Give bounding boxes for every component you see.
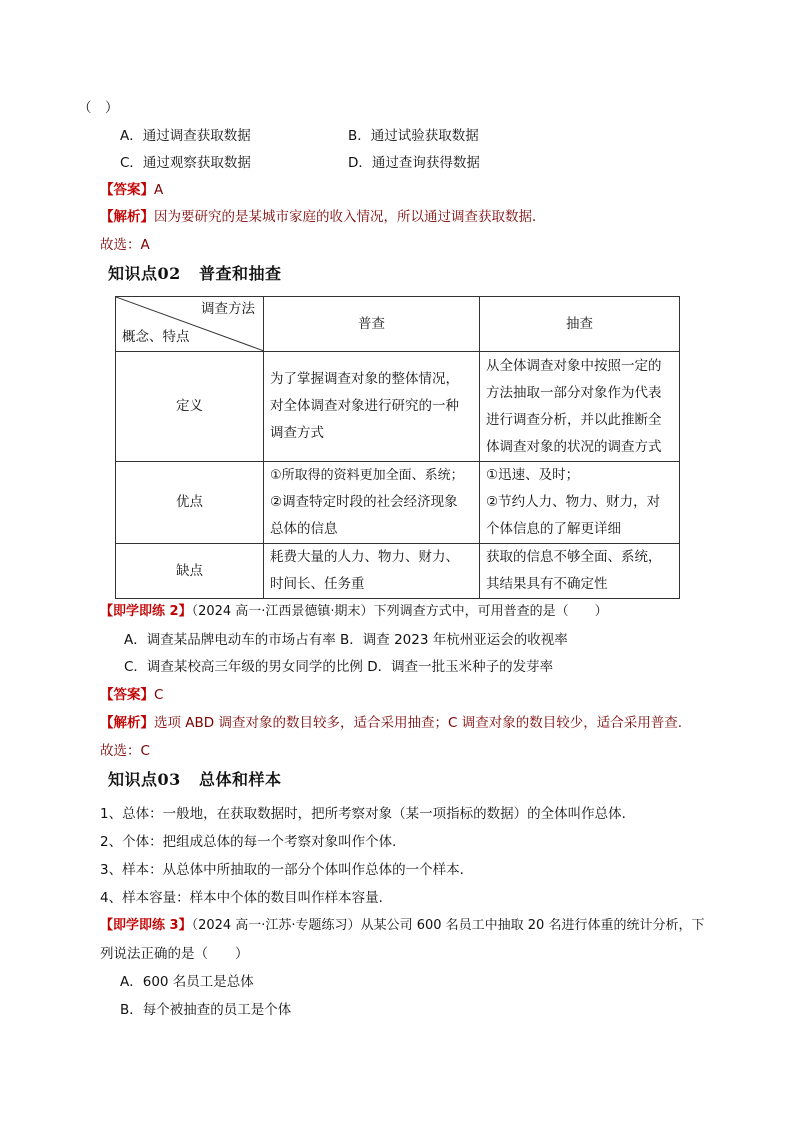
- row-label-definition: 定义: [116, 352, 264, 462]
- heading-prefix: 知识点: [108, 264, 158, 283]
- cell-advantages-census: [264, 462, 480, 544]
- text-line: 从全体调查对象中按照一定的: [486, 357, 662, 374]
- analysis-label: 【解析】: [100, 209, 154, 225]
- answer-line: [100, 178, 163, 198]
- cell-advantages-sample: [480, 462, 680, 544]
- question-stem-cont: 列说法正确的是（ ）: [100, 946, 249, 962]
- cell-definition-census: [264, 352, 480, 462]
- text-line: 对全体调查对象进行研究的一种: [270, 398, 459, 414]
- header-census: 普查: [264, 297, 480, 352]
- row-label-advantages: 优点: [116, 462, 264, 544]
- definition-individual: 2、个体：把组成总体的每一个考察对象叫作个体．: [100, 834, 406, 850]
- heading-code: 02: [157, 264, 181, 283]
- analysis-label: 【解析】: [100, 715, 154, 731]
- cell-definition-sample: [480, 352, 680, 462]
- definition-population: 1、总体：一般地，在获取数据时，把所考察对象（某一项指标的数据）的全体叫作总体．: [100, 806, 636, 822]
- option-a: A．通过调查获取数据: [120, 128, 251, 144]
- practice-tag: 【即学即练 2】: [100, 604, 192, 619]
- question-paren: （ ）: [78, 100, 119, 116]
- text-line: 时间长、任务重: [270, 576, 365, 592]
- text-line: 其结果具有不确定性: [486, 576, 608, 592]
- option-a: A．600 名员工是总体: [120, 974, 254, 990]
- analysis-text: 选项 ABD 调查对象的数目较多，适合采用抽查；C 调查对象的数目较少，适合采用普查.: [154, 715, 682, 731]
- census-sampling-table: [115, 296, 680, 599]
- section-heading-03: [108, 767, 282, 790]
- text-line: 耗费大量的人力、物力、财力、: [270, 549, 459, 565]
- result-line: 故选：C: [100, 743, 150, 759]
- text-line: 总体的信息: [270, 521, 338, 537]
- question-stem: 下列调查方式中，可用普查的是（ ）: [373, 604, 608, 619]
- answer-value: A: [154, 182, 164, 198]
- option-b: B．每个被抽查的员工是个体: [120, 1002, 292, 1018]
- text-line: 方法抽取一部分对象作为代表: [486, 384, 662, 401]
- question-stem: 从某公司 600 名员工中抽取 20 名进行体重的统计分析，下: [360, 918, 705, 933]
- option-d: D．通过查询获得数据: [348, 155, 480, 171]
- corner-bottom-label: 概念、特点: [122, 329, 190, 345]
- answer-label: 【答案】: [100, 687, 154, 703]
- result-line: 故选：A: [100, 237, 150, 253]
- option-b: B．通过试验获取数据: [348, 128, 479, 144]
- text-line: 体调查对象的状况的调查方式: [486, 438, 662, 455]
- practice-question-2: [100, 600, 608, 619]
- text-line: ②调查特定时段的社会经济现象: [270, 494, 458, 510]
- text-line: 为了掌握调查对象的整体情况，: [270, 371, 459, 387]
- heading-title: 总体和样本: [199, 770, 282, 789]
- heading-prefix: 知识点: [108, 770, 158, 789]
- table-corner-cell: [116, 297, 264, 352]
- section-heading-02: [108, 261, 282, 284]
- analysis-line: [100, 711, 682, 731]
- corner-top-label: 调查方法: [201, 301, 255, 317]
- text-line: 调查方式: [270, 425, 324, 441]
- analysis-line: [100, 205, 546, 225]
- definition-sample-size: 4、样本容量：样本中个体的数目叫作样本容量．: [100, 890, 393, 906]
- options-ab: A．调查某品牌电动车的市场占有率 B．调查 2023 年杭州亚运会的收视率: [124, 632, 568, 648]
- heading-code: 03: [157, 770, 181, 789]
- header-sample: 抽查: [480, 297, 680, 352]
- option-c: C．通过观察获取数据: [120, 155, 251, 171]
- cell-disadvantages-census: [264, 544, 480, 599]
- analysis-text: 因为要研究的是某城市家庭的收入情况，所以通过调查获取数据．: [154, 209, 546, 225]
- options-cd: C．调查某校高三年级的男女同学的比例 D．调查一批玉米种子的发芽率: [124, 659, 554, 675]
- practice-tag: 【即学即练 3】: [100, 918, 192, 933]
- question-source: （2024 高一·江苏·专题练习）: [191, 918, 361, 933]
- question-source: （2024 高一·江西景德镇·期末）: [191, 604, 374, 619]
- practice-question-3: [100, 914, 704, 933]
- text-line: ①所取得的资料更加全面、系统；: [270, 468, 464, 483]
- text-line: 个体信息的了解更详细: [486, 521, 621, 537]
- row-label-disadvantages: 缺点: [116, 544, 264, 599]
- definition-sample: 3、样本：从总体中所抽取的一部分个体叫作总体的一个样本．: [100, 862, 474, 878]
- answer-label: 【答案】: [100, 182, 154, 198]
- answer-value: C: [154, 687, 164, 703]
- cell-disadvantages-sample: [480, 544, 680, 599]
- text-line: ②节约人力、物力、财力，对: [486, 494, 661, 510]
- text-line: 获取的信息不够全面、系统，: [486, 549, 662, 565]
- answer-line: [100, 683, 163, 703]
- heading-title: 普查和抽查: [199, 264, 282, 283]
- text-line: ①迅速、及时；: [486, 467, 580, 483]
- text-line: 进行调查分析，并以此推断全: [486, 411, 662, 428]
